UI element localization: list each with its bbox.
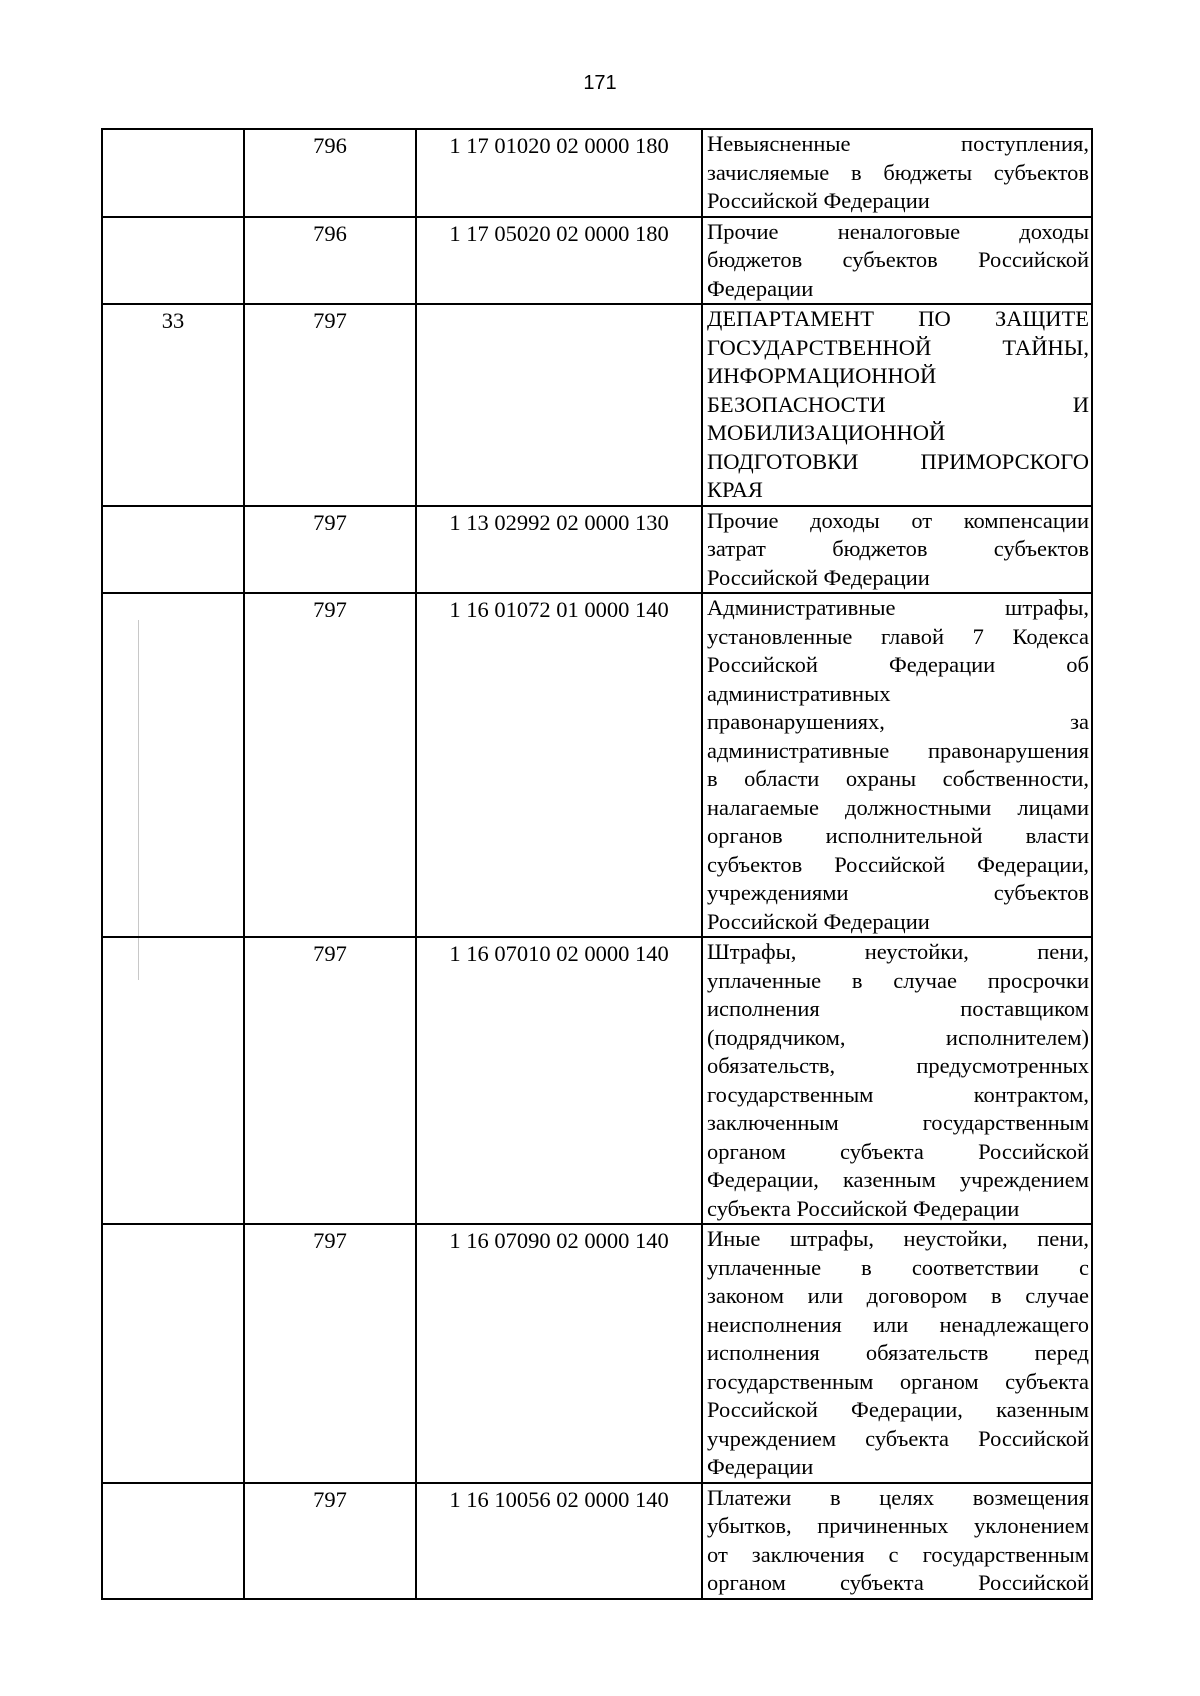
revenue-name-line: неисполнения или ненадлежащего	[707, 1311, 1089, 1337]
row-number-cell	[102, 1224, 244, 1483]
revenue-name-line: государственным органом субъекта	[707, 1368, 1089, 1394]
revenue-name-line: бюджетов субъектов Российской	[707, 247, 1089, 272]
row-number-cell	[102, 506, 244, 594]
revenue-name-cell	[702, 1224, 1092, 1483]
revenue-name-line: Федерации, казенным учреждением	[707, 1167, 1089, 1192]
revenue-name-line: ДЕПАРТАМЕНТ ПО ЗАЩИТЕ	[707, 306, 1089, 331]
table-row	[102, 217, 1092, 305]
revenue-name-line: государственным контрактом,	[707, 1081, 1089, 1107]
revenue-code-cell: 1 16 10056 02 0000 140	[416, 1483, 702, 1599]
revenue-name-line: Иные штрафы, неустойки, пени,	[707, 1226, 1089, 1251]
administrator-code-cell: 797	[244, 1224, 416, 1483]
revenue-name-line: Российской Федерации об	[707, 652, 1089, 677]
row-number-cell	[102, 937, 244, 1224]
revenue-name-line: Российской Федерации, казенным	[707, 1397, 1089, 1422]
revenue-name-line: ГОСУДАРСТВЕННОЙ ТАЙНЫ,	[707, 334, 1089, 360]
revenue-code-cell: 1 17 01020 02 0000 180	[416, 129, 702, 217]
revenue-name-line: органом субъекта Российской	[707, 1570, 1089, 1595]
table-row	[102, 937, 1092, 1224]
revenue-name-line: Федерации	[707, 1454, 814, 1479]
revenue-name-cell	[702, 937, 1092, 1224]
revenue-name-line: от заключения с государственным	[707, 1541, 1089, 1567]
administrator-code-cell: 796	[244, 129, 416, 217]
revenue-name-line: уплаченные в соответствии с	[707, 1254, 1089, 1280]
revenue-name-line: заключенным государственным	[707, 1110, 1089, 1135]
revenue-name-line: исполнения поставщиком	[707, 996, 1089, 1021]
revenue-name-line: в области охраны собственности,	[707, 766, 1089, 791]
table-row	[102, 304, 1092, 506]
administrator-code-cell: 797	[244, 304, 416, 506]
revenue-name-line: ПОДГОТОВКИ ПРИМОРСКОГО	[707, 448, 1089, 474]
revenue-code-cell: 1 17 05020 02 0000 180	[416, 217, 702, 305]
table-row	[102, 1224, 1092, 1483]
revenue-name-line: административных	[707, 680, 891, 706]
revenue-name-line: уплаченные в случае просрочки	[707, 967, 1089, 993]
administrator-code-cell: 797	[244, 593, 416, 937]
revenue-name-line: субъекта Российской Федерации	[707, 1195, 1020, 1221]
revenue-name-line: МОБИЛИЗАЦИОННОЙ	[707, 420, 946, 445]
revenue-name-line: Невыясненные поступления,	[707, 131, 1089, 156]
revenue-name-cell	[702, 593, 1092, 937]
revenue-name-line: субъектов Российской Федерации,	[707, 851, 1089, 877]
table-row	[102, 593, 1092, 937]
table-body	[102, 129, 1092, 1599]
revenue-code-cell	[416, 304, 702, 506]
revenue-name-line: ИНФОРМАЦИОННОЙ	[707, 363, 937, 388]
row-number-cell: 33	[102, 304, 244, 506]
revenue-name-cell	[702, 129, 1092, 217]
revenue-name-line: БЕЗОПАСНОСТИ И	[707, 391, 1089, 417]
revenue-name-line: Российской Федерации	[707, 188, 930, 213]
revenue-name-line: законом или договором в случае	[707, 1283, 1089, 1308]
revenue-name-line: Прочие неналоговые доходы	[707, 218, 1089, 244]
revenue-codes-table	[101, 128, 1093, 1600]
table-row	[102, 506, 1092, 594]
revenue-name-line: органом субъекта Российской	[707, 1138, 1089, 1164]
revenue-name-line: КРАЯ	[707, 477, 763, 502]
revenue-code-cell: 1 16 01072 01 0000 140	[416, 593, 702, 937]
revenue-name-line: Платежи в целях возмещения	[707, 1484, 1089, 1510]
page-number: 171	[583, 72, 617, 94]
revenue-name-line: (подрядчиком, исполнителем)	[707, 1024, 1089, 1050]
administrator-code-cell: 797	[244, 937, 416, 1224]
revenue-name-line: налагаемые должностными лицами	[707, 794, 1089, 820]
row-number-cell	[102, 1483, 244, 1599]
row-number-cell	[102, 593, 244, 937]
administrator-code-cell: 796	[244, 217, 416, 305]
table-row	[102, 129, 1092, 217]
revenue-name-line: Федерации	[707, 275, 814, 301]
revenue-name-line: учреждениями субъектов	[707, 880, 1089, 905]
revenue-name-line: Административные штрафы,	[707, 595, 1089, 620]
revenue-name-line: Штрафы, неустойки, пени,	[707, 939, 1089, 964]
revenue-name-line: зачисляемые в бюджеты субъектов	[707, 159, 1089, 185]
revenue-name-line: исполнения обязательств перед	[707, 1340, 1089, 1365]
administrator-code-cell: 797	[244, 1483, 416, 1599]
revenue-name-line: обязательств, предусмотренных	[707, 1053, 1089, 1078]
revenue-name-cell	[702, 217, 1092, 305]
revenue-name-cell	[702, 304, 1092, 506]
row-number-cell	[102, 217, 244, 305]
revenue-name-line: органов исполнительной власти	[707, 823, 1089, 848]
revenue-name-line: убытков, причиненных уклонением	[707, 1513, 1089, 1538]
revenue-name-cell	[702, 1483, 1092, 1599]
revenue-name-line: установленные главой 7 Кодекса	[707, 623, 1089, 649]
revenue-name-line: Российской Федерации	[707, 908, 930, 934]
revenue-name-line: Российской Федерации	[707, 564, 930, 590]
revenue-name-line: Прочие доходы от компенсации	[707, 507, 1089, 533]
revenue-code-cell: 1 16 07010 02 0000 140	[416, 937, 702, 1224]
administrator-code-cell: 797	[244, 506, 416, 594]
revenue-name-line: административные правонарушения	[707, 737, 1089, 763]
table-row	[102, 1483, 1092, 1599]
revenue-code-cell: 1 13 02992 02 0000 130	[416, 506, 702, 594]
revenue-name-line: правонарушениях, за	[707, 709, 1089, 734]
revenue-name-cell	[702, 506, 1092, 594]
revenue-name-line: затрат бюджетов субъектов	[707, 536, 1089, 561]
revenue-code-cell: 1 16 07090 02 0000 140	[416, 1224, 702, 1483]
row-number-cell	[102, 129, 244, 217]
revenue-name-line: учреждением субъекта Российской	[707, 1425, 1089, 1451]
